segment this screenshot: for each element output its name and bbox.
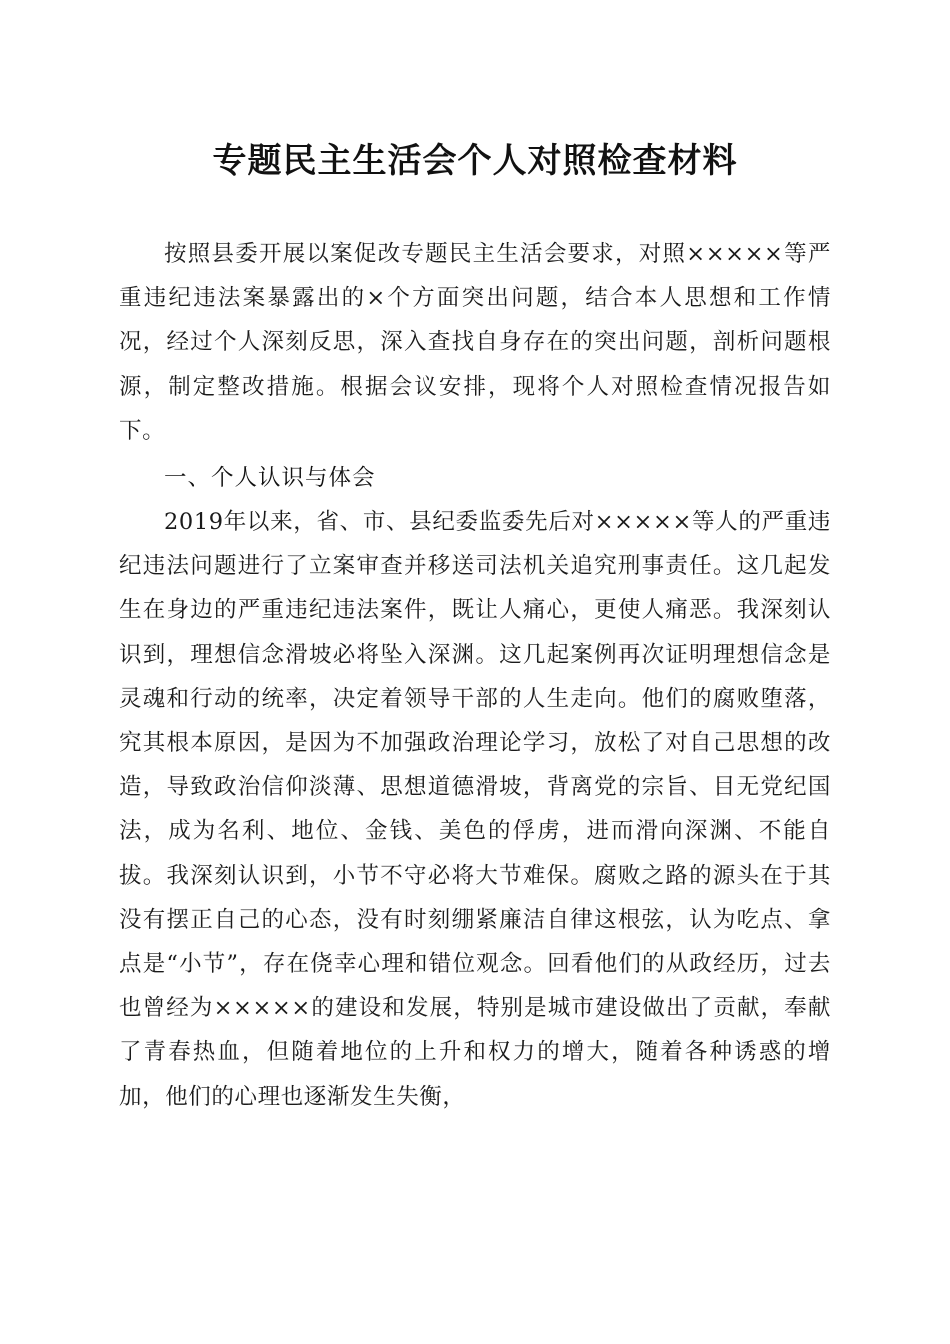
document-title: 专题民主生活会个人对照检查材料 — [212, 141, 738, 181]
section-heading-1: 一、个人认识与体会 — [164, 465, 376, 491]
body-paragraph-1: 2019年以来，省、市、县纪委监委先后对×××××等人的严重违纪违法问题进行了立案审查并移送司法机关追究刑事责任。这几起发生在身边的严重违纪违法案件，既让人痛心，更使人痛恶。我深刻认识到，理想信念滑坡必将坠入深渊。这几起案例再次证明理想信念是灵魂和行动的统率，决定着领导干部的人生走向。他们的腐败堕落，究其根本原因，是因为不加强政治理论学习，放松了对自己思想的改造，导致政治信仰淡薄、思想道德滑坡，背离党的宗旨、目无党纪国法，成为名利、地位、金钱、美色的俘虏，进而滑向深渊、不能自拔。我深刻认识到，小节不守必将大节难保。腐败之路的源头在于其没有摆正自己的心态，没有时刻绷紧廉洁自律这根弦，认为吃点、拿点是“小节”，存在侥幸心理和错位观念。回看他们的从政经历，过去也曾经为×××××的建设和发展，特别是城市建设做出了贡献，奉献了青春热血，但随着地位的上升和权力的增大，随着各种诱惑的增加，他们的心理也逐渐发生失衡， — [119, 509, 831, 1110]
intro-paragraph: 按照县委开展以案促改专题民主生活会要求，对照×××××等严重违纪违法案暴露出的×个方面突出问题，结合本人思想和工作情况，经过个人深刻反思，深入查找自身存在的突出问题，剖析问题根源，制定整改措施。根据会议安排，现将个人对照检查情况报告如下。 — [119, 241, 831, 444]
